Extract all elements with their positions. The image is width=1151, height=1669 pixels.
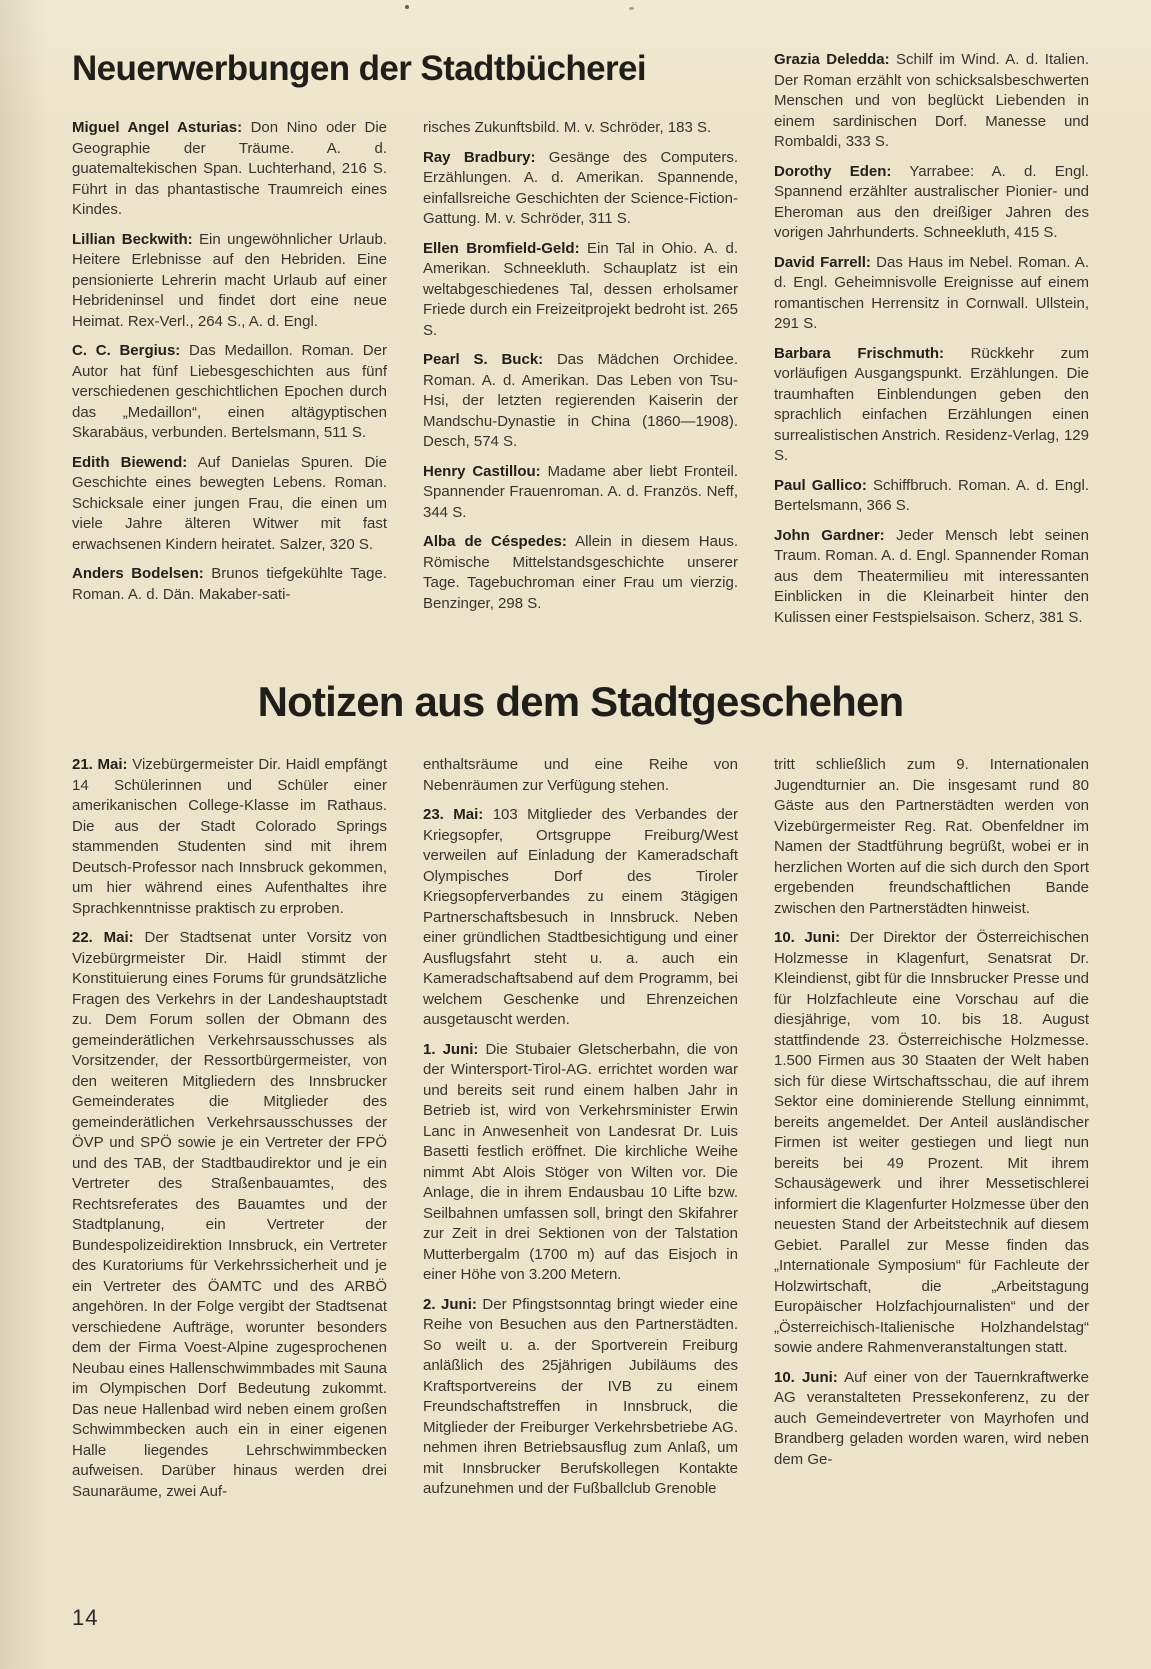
library-entry: Lillian Beckwith: Ein ungewöhnlicher Urlaub. Heitere Erlebnisse auf den Hebriden. Eine pensionierte Lehrerin macht Urlaub auf einer Hebrideninsel und findet dort eine neue Heimat. Rex-Verl., 264 S., A. d. Engl. bbox=[72, 230, 387, 330]
news-entry: enthaltsräume und eine Reihe von Nebenräumen zur Verfügung stehen. bbox=[423, 756, 738, 794]
news-entry: 22. Mai: Der Stadtsenat unter Vorsitz von Vizebürgrmeister Dir. Haidl stimmt der Konstituierung eines Forums für grundsätzliche Fragen des Verkehrs in der Landeshauptstadt zu. Dem Forum sollen der Obmann des gemeinderätlichen Verkehrsausschusses als Vorsitzender, der Ressortbürgermeister, von den weiteren Mitgliedern des Innsbrucker Gemeinderates die Mitglieder des gemeinderätlichen Verkehrsausschusses der ÖVP und SPÖ sowie je ein Vertreter der FPÖ und des TAB, der Stadtbaudirektor und je ein Vertreter des Straßenbauamtes, des Rechtsreferates des Bauamtes und der Stadtplanung, ein Vertreter der Bundespolizeidirektion Innsbruck, ein Vertreter des Kuratoriums für Verkehrssicherheit und je ein Vertreter des ÖAMTC und des ARBÖ angehören. In der Folge vergibt der Stadtsenat verschiedene Aufträge, worunter besonders dem der Firma Voest-Alpine zugesprochenen Neubau eines Hallenschwimmbades mit Sauna im Olympischen Dorf Bedeutung zukommt. Das neue Hallenbad wird neben einem großen Schwimmbecken auch ein in einer eigenen Halle liegendes Lehrschwimmbecken aufweisen. Darüber hinaus werden drei Saunaräume, zwei Auf- bbox=[72, 929, 387, 1500]
page-number: 14 bbox=[72, 1605, 99, 1630]
entry-lead: Pearl S. Buck: bbox=[423, 351, 544, 368]
library-entry: Grazia Deledda: Schilf im Wind. A. d. Italien. Der Roman erzählt von schicksalsbeschwerten Menschen und von beglückt Liebenden in einem sardinischen Dorf. Manesse und Rombaldi, 333 S. bbox=[774, 51, 1090, 150]
news-entry: tritt schließlich zum 9. Internationalen Jugendturnier an. Die insgesamt rund 80 Gäste aus den Partnerstädten werden von Vizebürgermeister Reg. Rat. Obenfeldner im Namen der Stadtführung begrüßt, wobei er in herzlichen Worten auf die sich durch den Sport ergebenden freundschaftlichen Bande zwischen den Partnerstädten hinweist. bbox=[774, 756, 1089, 917]
library-entry: Edith Biewend: Auf Danielas Spuren. Die Geschichte eines bewegten Lebens. Roman. Schicksale einer jungen Frau, die einen um viele Jahre älteren Witwer mit fast erwachsenen Kindern heiratet. Salzer, 320 S. bbox=[72, 453, 387, 553]
entry-lead: Lillian Beckwith: bbox=[72, 230, 193, 248]
entry-lead: Barbara Frischmuth: bbox=[774, 344, 945, 362]
entry-lead: John Gardner: bbox=[774, 526, 885, 544]
library-entry: Alba de Céspedes: Allein in diesem Haus. Römische Mittelstandsgeschichte unserer Tage. Tagebuchroman einer Frau um vierzig. Benzinger, 298 S. bbox=[423, 533, 738, 612]
entry-lead: 10. Juni: bbox=[774, 929, 841, 946]
library-entry: risches Zukunftsbild. M. v. Schröder, 183 S. bbox=[423, 119, 712, 136]
library-section bbox=[72, 50, 1089, 637]
library-column-2 bbox=[423, 118, 738, 637]
library-entry: David Farrell: Das Haus im Nebel. Roman. A. d. Engl. Geheimnisvolle Ereignisse auf einem romantischen Herrensitz in Cornwall. Ullstein, 291 S. bbox=[774, 253, 1089, 332]
entry-lead: Dorothy Eden: bbox=[774, 162, 892, 180]
news-entry: 2. Juni: Der Pfingstsonntag bringt wieder eine Reihe von Besuchen aus den Partnerstädten. So weilt u. a. der Sportverein Freiburg anläßlich des 25jährigen Jubiläums des Kraftsportvereins der IVB zu einem Freundschaftstreffen in Innsbruck, die Mitglieder der Freiburger Verkehrsbetriebe AG. nehmen ihren Betriebsausflug zum Anlaß, um mit Innsbrucker Berufskollegen Kontakte aufzunehmen und der Fußballclub Grenoble bbox=[423, 1295, 738, 1497]
entry-lead: 23. Mai: bbox=[423, 806, 484, 823]
library-section-title: Neuerwerbungen der Stadtbücherei bbox=[72, 49, 646, 88]
entry-lead: Anders Bodelsen: bbox=[72, 565, 204, 582]
library-column-1 bbox=[72, 118, 387, 637]
entry-lead: Miguel Angel Asturias: bbox=[72, 119, 243, 136]
entry-lead: C. C. Bergius: bbox=[72, 342, 181, 359]
news-entry: 1. Juni: Die Stubaier Gletscherbahn, die von der Wintersport-Tirol-AG. errichtet worden war und bereits seit rund einem halben Jahr in Betrieb ist, wird von Verkehrsminister Erwin Lanc in Anwesenheit von Landesrat Dr. Luis Basetti festlich eröffnet. Die kirchliche Weihe nimmt Abt Alois Stöger von Wilten vor. Die Anlage, die in ihrem Endausbau 10 Lifte bzw. Seilbahnen umfassen soll, bringt den Skifahrer zur Zeit in drei Sektionen von der Talstation Mutterbergalm (1700 m) auf das Eisjoch in einer Höhe von 3.200 Metern. bbox=[423, 1040, 738, 1283]
library-entry: Henry Castillou: Madame aber liebt Fronteil. Spannender Frauenroman. A. d. Französ. Neff, 344 S. bbox=[423, 462, 738, 521]
entry-lead: Paul Gallico: bbox=[774, 476, 867, 494]
library-entry: Miguel Angel Asturias: Don Nino oder Die Geographie der Träume. A. d. guatemaltekischen Span. Luchterhand, 216 S. Führt in das phantastische Traumreich eines Kindes. bbox=[72, 119, 387, 218]
library-entry: John Gardner: Jeder Mensch lebt seinen Traum. Roman. A. d. Engl. Spannender Roman aus dem Theatermilieu mit interessanten Einblicken in die Kleinarbeit hinter den Kulissen einer Festspielsaison. Scherz, 381 S. bbox=[774, 526, 1089, 626]
news-entry: 10. Juni: Der Direktor der Österreichischen Holzmesse in Klagenfurt, Senatsrat Dr. Kleindienst, gibt für die Innsbrucker Presse und für Holzfachleute eine Vorschau auf die diesjährige, vom 10. bis 18. August stattfindende 23. Österreichische Holzmesse. 1.500 Firmen aus 30 Staaten der Welt haben sich für diese Wirtschaftsschau, die auf ihrem Sektor eine dominierende Stellung einnimmt, bereits angemeldet. Der Anteil ausländischer Firmen ist weiter gestiegen und liegt nun bereits bei 49 Prozent. Mit ihrem Schausägewerk und ihrer Messetischlerei informiert die Klagenfurter Holzmesse über den neuesten Stand der Arbeitstechnik auf diesem Gebiet. Parallel zur Messe finden das „Internationale Symposium“ für Fachleute der Holzwirtschaft, die „Arbeitstagung Europäischer Holzfachjournalisten“ und der „Österreichisch-Italienische Holzhandelstag“ sowie andere Rahmenveranstaltungen statt. bbox=[774, 929, 1089, 1356]
entry-lead: 22. Mai: bbox=[72, 929, 134, 946]
library-entry: Ray Bradbury: Gesänge des Computers. Erzählungen. A. d. Amerikan. Spannende, einfallsreiche Geschichten der Science-Fiction-Gattung. M. v. Schröder, 311 S. bbox=[423, 148, 739, 227]
library-entry: C. C. Bergius: Das Medaillon. Roman. Der Autor hat fünf Liebesgeschichten aus fünf verschiedenen geschichtlichen Epochen durch das „Medaillon“, einen altägyptischen Skarabäus, verbunden. Bertelsmann, 511 S. bbox=[72, 342, 387, 441]
library-column-3 bbox=[774, 50, 1089, 637]
news-entry: 23. Mai: 103 Mitglieder des Verbandes der Kriegsopfer, Ortsgruppe Freiburg/West verweilen auf Einladung der Kameradschaft Olympisches Dorf des Tiroler Kriegsopferverbandes zu einem 3tägigen Partnerschaftsbesuch in Innsbruck. Neben einer gründlichen Stadtbesichtigung und einer Ausflugsfahrt steht u. a. auch ein Kameradschaftsabend auf dem Programm, bei welchem Geschenke und Ehrenzeichen ausgetauscht werden. bbox=[423, 806, 738, 1028]
scan-speck bbox=[405, 5, 409, 9]
entry-lead: 1. Juni: bbox=[423, 1040, 479, 1058]
library-entry: Dorothy Eden: Yarrabee: A. d. Engl. Spannend erzählter australischer Pionier- und Eheroman aus den dreißiger Jahren des vorigen Jahrhunderts. Schneekluth, 415 S. bbox=[774, 162, 1089, 241]
library-entry: Anders Bodelsen: Brunos tiefgekühlte Tage. Roman. A. d. Dän. Makaber-sati- bbox=[72, 565, 387, 603]
entry-lead: Ray Bradbury: bbox=[423, 148, 536, 166]
library-entry: Ellen Bromfield-Geld: Ein Tal in Ohio. A. d. Amerikan. Schneekluth. Schauplatz ist ein weltabgeschiedenes Tal, dessen erholsamer Friede durch ein Freizeitprojekt bedroht ist. 265 S. bbox=[423, 239, 738, 339]
news-section-title: Notizen aus dem Stadtgeschehen bbox=[257, 678, 904, 725]
entry-lead: 2. Juni: bbox=[423, 1295, 477, 1313]
library-entry: Barbara Frischmuth: Rückkehr zum vorläufigen Ausgangspunkt. Erzählungen. Die traumhaften Einblendungen geben den sprachlich einfachen Erzählungen einen surrealistischen Anstrich. Residenz-Verlag, 129 S. bbox=[774, 344, 1089, 464]
library-entry: Pearl S. Buck: Das Mädchen Orchidee. Roman. A. d. Amerikan. Das Leben von Tsu-Hsi, der letzten regierenden Kaiserin der Mandschu-Dynastie in China (1860—1908). Desch, 574 S. bbox=[423, 351, 738, 450]
news-section bbox=[72, 755, 1089, 1511]
entry-lead: Grazia Deledda: bbox=[774, 51, 890, 68]
entry-lead: David Farrell: bbox=[774, 253, 871, 271]
entry-lead: 21. Mai: bbox=[72, 756, 128, 773]
news-column-1 bbox=[72, 755, 387, 1511]
entry-lead: Edith Biewend: bbox=[72, 453, 188, 471]
news-column-3 bbox=[774, 755, 1089, 1511]
news-entry: 21. Mai: Vizebürgermeister Dir. Haidl empfängt 14 Schülerinnen und Schüler einer amerikanischen College-Klasse im Rathaus. Die aus der Stadt Colorado Springs stammenden Studenten sind mit ihrem Deutsch-Professor nach Innsbruck gekommen, um hier während eines Aufenthaltes ihre Sprachkenntnisse praktisch zu erproben. bbox=[72, 756, 387, 917]
scan-speck bbox=[629, 7, 634, 10]
news-column-2 bbox=[423, 755, 738, 1511]
news-entry: 10. Juni: Auf einer von der Tauernkraftwerke AG veranstalteten Pressekonferenz, zu der auch Gemeindevertreter von Mayrhofen und Brandberg geladen worden waren, wird neben dem Ge- bbox=[774, 1368, 1089, 1468]
entry-lead: Henry Castillou: bbox=[423, 462, 541, 480]
entry-lead: Alba de Céspedes: bbox=[423, 533, 567, 550]
entry-lead: Ellen Bromfield-Geld: bbox=[423, 239, 580, 257]
library-entry: Paul Gallico: Schiffbruch. Roman. A. d. Engl. Bertelsmann, 366 S. bbox=[774, 476, 1089, 514]
entry-lead: 10. Juni: bbox=[774, 1368, 838, 1386]
